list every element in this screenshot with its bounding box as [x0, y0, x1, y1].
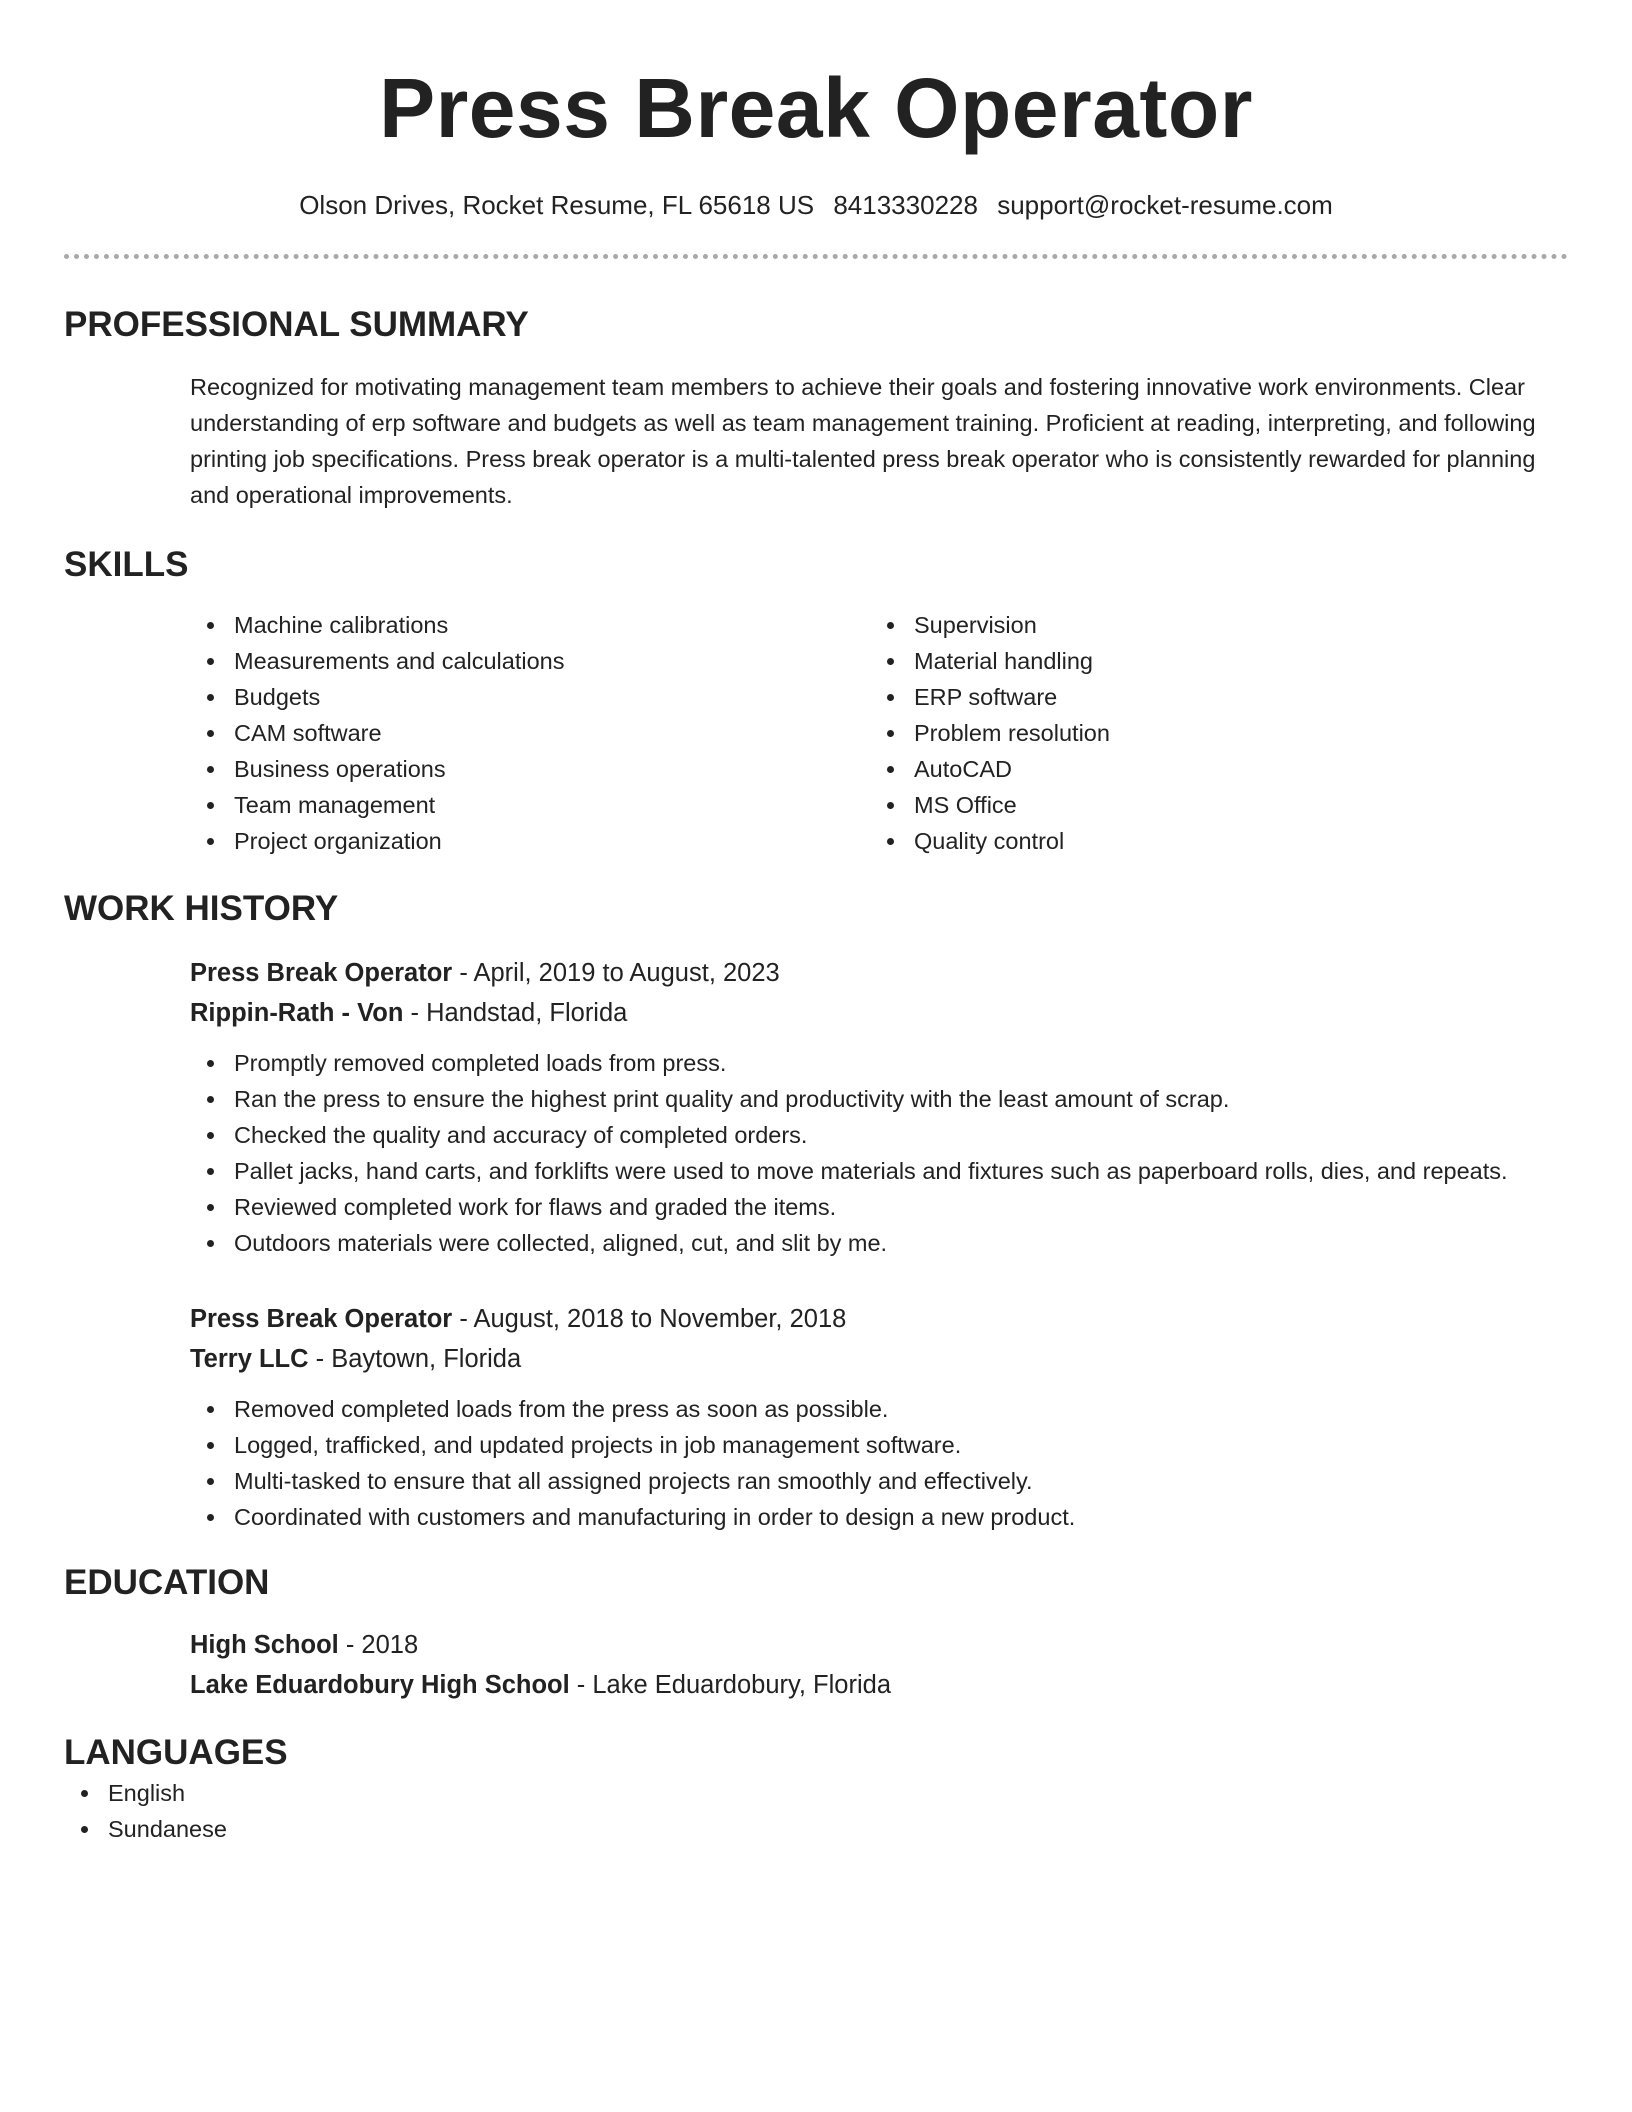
job-duty: Outdoors materials were collected, aligned, cut, and slit by me. [190, 1225, 1568, 1261]
skill-item: Problem resolution [870, 715, 1550, 751]
job-duty: Multi-tasked to ensure that all assigned projects ran smoothly and effectively. [190, 1463, 1568, 1499]
education-degree-line [190, 1625, 1568, 1665]
skill-item: ERP software [870, 679, 1550, 715]
job-duty: Ran the press to ensure the highest print quality and productivity with the least amount of scrap. [190, 1081, 1568, 1117]
job-entry [190, 1299, 1568, 1535]
skill-item: Project organization [190, 823, 870, 859]
skill-item: Supervision [870, 607, 1550, 643]
skill-item: Material handling [870, 643, 1550, 679]
skill-item: Measurements and calculations [190, 643, 870, 679]
education-year: - 2018 [338, 1631, 419, 1659]
job-duties-list [190, 1391, 1568, 1535]
job-role: Press Break Operator [190, 1305, 453, 1333]
skill-item: CAM software [190, 715, 870, 751]
resume-name: Press Break Operator [379, 61, 1253, 155]
job-duty: Checked the quality and accuracy of completed orders. [190, 1117, 1568, 1153]
work-history-heading: WORK HISTORY [64, 889, 339, 928]
skill-item: Quality control [870, 823, 1550, 859]
job-location: - Handstad, Florida [403, 999, 628, 1027]
job-role: Press Break Operator [190, 959, 453, 987]
skill-item: Machine calibrations [190, 607, 870, 643]
skills-grid [190, 607, 1568, 859]
languages-heading: LANGUAGES [64, 1733, 288, 1772]
skills-list-right [870, 607, 1550, 859]
header-divider [64, 254, 1568, 259]
education-degree: High School [190, 1631, 339, 1659]
contact-address: Olson Drives, Rocket Resume, FL 65618 US [299, 190, 815, 220]
skill-item: Team management [190, 787, 870, 823]
job-title-line [190, 953, 1568, 993]
job-company-line [190, 993, 1568, 1033]
summary-text: Recognized for motivating management team members to achieve their goals and fostering innovative work environments. Clear understanding of erp software and budgets as well as team management training. Proficient at reading, interpreting, and following printing job specifications. Press break operator is a multi-talented press break operator who is consistently rewarded for planning and operational improvements. [190, 374, 1536, 508]
job-company-line [190, 1339, 1568, 1379]
job-title-line [190, 1299, 1568, 1339]
job-company: Rippin-Rath - Von [190, 999, 404, 1027]
job-company: Terry LLC [190, 1345, 309, 1373]
education-entry [190, 1625, 1568, 1705]
education-location: - Lake Eduardobury, Florida [569, 1671, 891, 1699]
skill-item: Business operations [190, 751, 870, 787]
job-duty: Reviewed completed work for flaws and graded the items. [190, 1189, 1568, 1225]
skill-item: AutoCAD [870, 751, 1550, 787]
education-school: Lake Eduardobury High School [190, 1671, 570, 1699]
contact-line [64, 188, 1568, 222]
job-duties-list [190, 1045, 1568, 1261]
job-duty: Coordinated with customers and manufacturing in order to design a new product. [190, 1499, 1568, 1535]
job-duty: Logged, trafficked, and updated projects in job management software. [190, 1427, 1568, 1463]
job-entry [190, 953, 1568, 1261]
skills-heading: SKILLS [64, 545, 189, 584]
skill-item: MS Office [870, 787, 1550, 823]
job-duty: Pallet jacks, hand carts, and forklifts were used to move materials and fixtures such as paperboard rolls, dies, and repeats. [190, 1153, 1568, 1189]
skill-item: Budgets [190, 679, 870, 715]
job-duty: Removed completed loads from the press as soon as possible. [190, 1391, 1568, 1427]
education-heading: EDUCATION [64, 1563, 270, 1602]
job-location: - Baytown, Florida [308, 1345, 522, 1373]
job-dates: - August, 2018 to November, 2018 [452, 1305, 847, 1333]
language-item: English [64, 1775, 1568, 1811]
skills-list-left [190, 607, 870, 859]
job-duty: Promptly removed completed loads from press. [190, 1045, 1568, 1081]
contact-phone: 8413330228 [833, 190, 978, 220]
job-dates: - April, 2019 to August, 2023 [452, 959, 780, 987]
education-school-line [190, 1665, 1568, 1705]
language-item: Sundanese [64, 1811, 1568, 1847]
summary-heading: PROFESSIONAL SUMMARY [64, 305, 529, 344]
contact-email: support@rocket-resume.com [997, 190, 1333, 220]
languages-list [64, 1775, 1568, 1847]
